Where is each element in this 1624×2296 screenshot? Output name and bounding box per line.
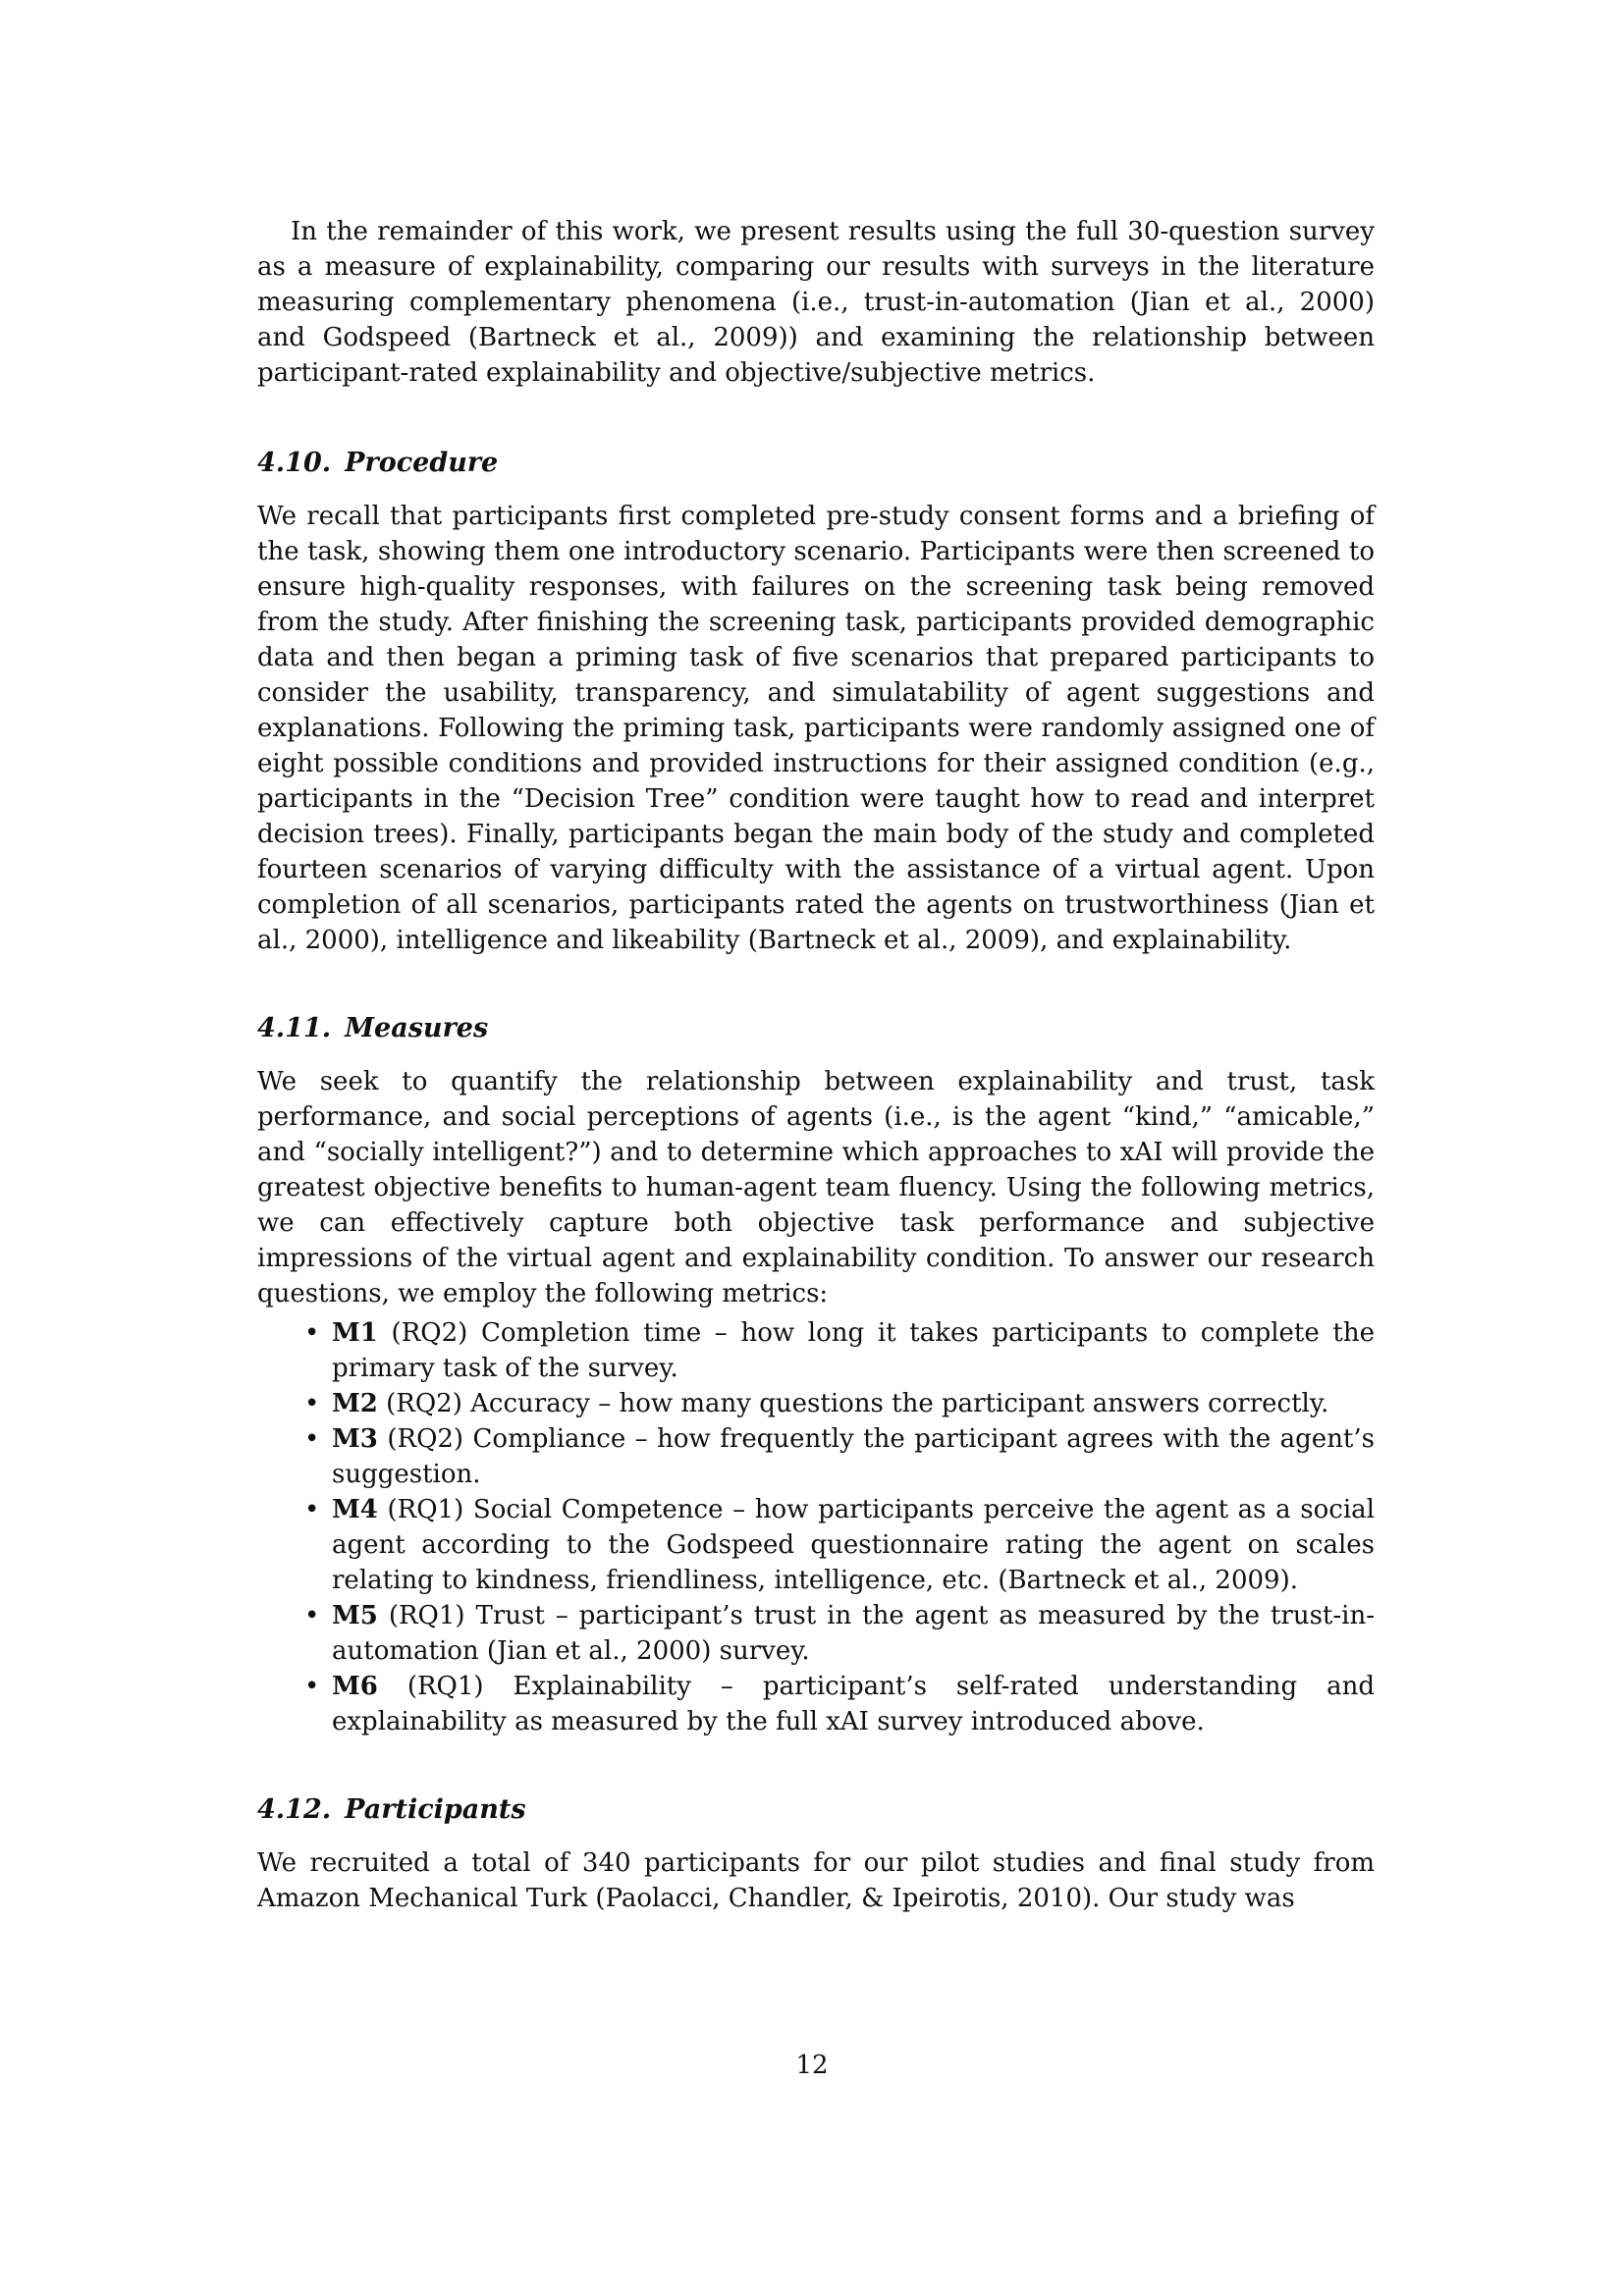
metric-text: (RQ1) Trust – participant’s trust in the agent as measured by the trust-in-automation (Jian et al., 2000) survey.	[332, 1601, 1375, 1666]
bullet-icon: •	[304, 1389, 320, 1418]
metric-label: M3	[332, 1424, 378, 1454]
text-column	[257, 214, 1375, 1916]
intro-paragraph: In the remainder of this work, we present results using the full 30-question survey as a measure of explainability, comparing our results with surveys in the literature measuring complementary phenomena (i.e., trust-in-automation (Jian et al., 2000) and Godspeed (Bartneck et al., 2009)) and examining the relationship between participant-rated explainability and objective/subjective metrics.	[257, 217, 1375, 388]
section-title: Participants	[345, 1794, 526, 1825]
metric-item	[304, 1598, 1375, 1669]
section-title: Measures	[345, 1013, 489, 1043]
section-number: 4.10.	[257, 448, 332, 478]
metric-item	[304, 1421, 1375, 1492]
bullet-icon: •	[304, 1672, 320, 1701]
section-heading-measures	[257, 1011, 1375, 1046]
metrics-list	[257, 1315, 1375, 1739]
section-title: Procedure	[345, 448, 499, 478]
bullet-icon: •	[304, 1424, 320, 1454]
measures-paragraph: We seek to quantify the relationship between explainability and trust, task performance, and social perceptions of agents (i.e., is the agent “kind,” “amicable,” and “socially intelligent?”) and to determine which approaches to xAI will provide the greatest objective benefits to human-agent team fluency. Using the following metrics, we can effectively capture both objective task performance and subjective impressions of the virtual agent and explainability condition. To answer our research questions, we employ the following metrics:	[257, 1067, 1375, 1308]
metric-label: M1	[332, 1318, 378, 1348]
metric-item	[304, 1492, 1375, 1598]
metric-text: (RQ2) Accuracy – how many questions the participant answers correctly.	[377, 1389, 1329, 1418]
section-number: 4.11.	[257, 1013, 332, 1043]
bullet-icon: •	[304, 1495, 320, 1524]
metric-text: (RQ2) Completion time – how long it takes participants to complete the primary task of the survey.	[332, 1318, 1375, 1383]
bullet-icon: •	[304, 1601, 320, 1630]
metric-label: M6	[332, 1672, 378, 1701]
metric-label: M4	[332, 1495, 378, 1524]
metric-label: M5	[332, 1601, 378, 1630]
bullet-icon: •	[304, 1318, 320, 1348]
metric-text: (RQ2) Compliance – how frequently the participant agrees with the agent’s suggestion.	[332, 1424, 1375, 1489]
metric-item	[304, 1386, 1375, 1421]
metric-item	[304, 1669, 1375, 1739]
section-heading-procedure	[257, 446, 1375, 481]
metric-label: M2	[332, 1389, 378, 1418]
metric-text: (RQ1) Explainability – participant’s self-rated understanding and explainability as measured by the full xAI survey introduced above.	[332, 1672, 1375, 1736]
procedure-paragraph: We recall that participants first completed pre-study consent forms and a briefing of the task, showing them one introductory scenario. Participants were then screened to ensure high-quality responses, with failures on the screening task being removed from the study. After finishing the screening task, participants provided demographic data and then began a priming task of five scenarios that prepared participants to consider the usability, transparency, and simulatability of agent suggestions and explanations. Following the priming task, participants were randomly assigned one of eight possible conditions and provided instructions for their assigned condition (e.g., participants in the “Decision Tree” condition were taught how to read and interpret decision trees). Finally, participants began the main body of the study and completed fourteen scenarios of varying difficulty with the assistance of a virtual agent. Upon completion of all scenarios, participants rated the agents on trustworthiness (Jian et al., 2000), intelligence and likeability (Bartneck et al., 2009), and explainability.	[257, 502, 1375, 955]
section-heading-participants	[257, 1792, 1375, 1828]
participants-paragraph: We recruited a total of 340 participants for our pilot studies and final study from Amazon Mechanical Turk (Paolacci, Chandler, & Ipeirotis, 2010). Our study was	[257, 1848, 1375, 1913]
section-number: 4.12.	[257, 1794, 332, 1825]
metric-text: (RQ1) Social Competence – how participants perceive the agent as a social agent according to the Godspeed questionnaire rating the agent on scales relating to kindness, friendliness, intelligence, etc. (Bartneck et al., 2009).	[332, 1495, 1375, 1595]
metric-item	[304, 1315, 1375, 1386]
page-number: 12	[795, 2051, 829, 2080]
